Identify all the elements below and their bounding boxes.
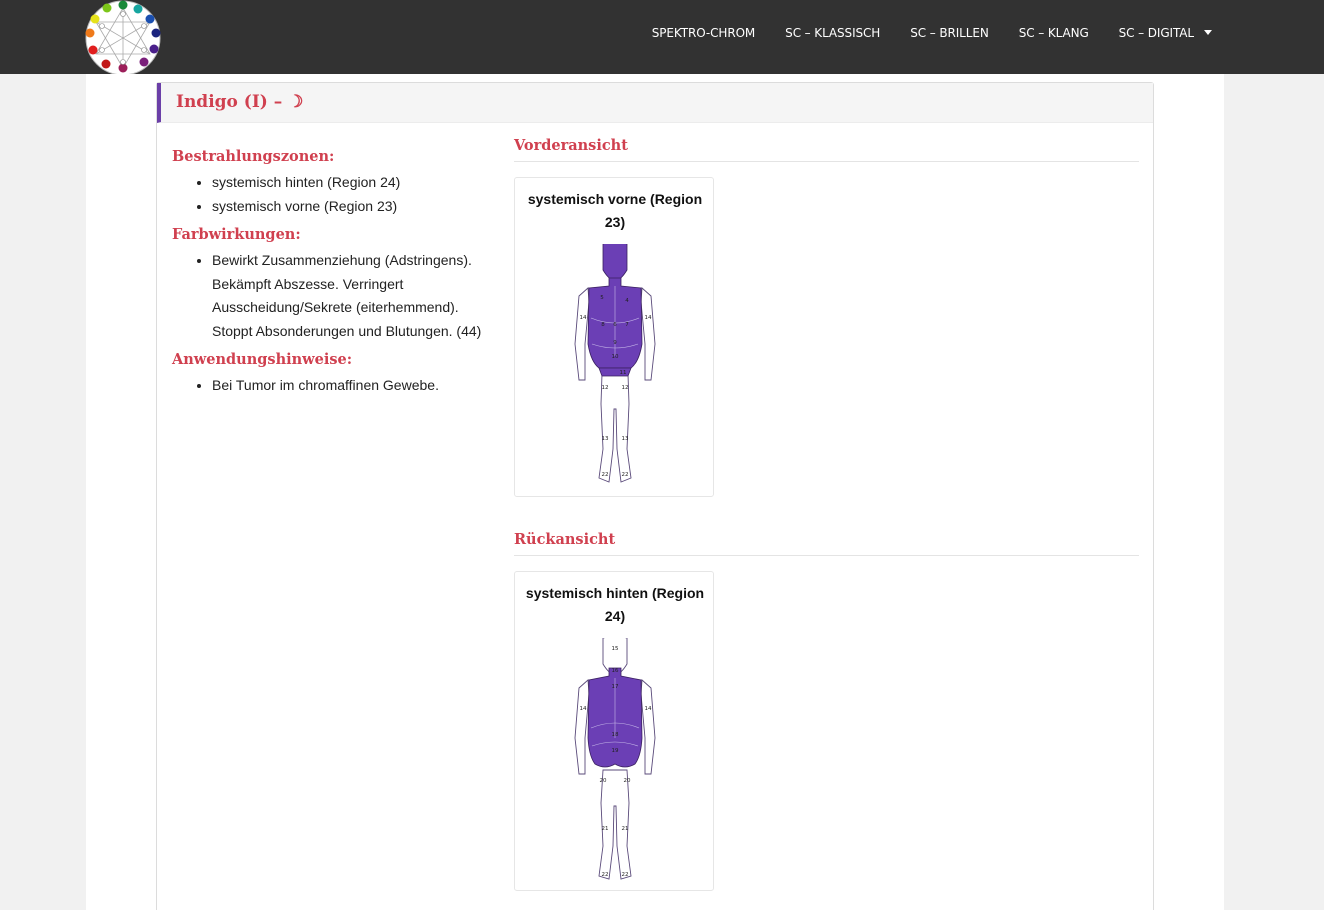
body-label: 6: [613, 322, 617, 328]
views-column: [514, 137, 1139, 891]
spacer: [514, 497, 1139, 531]
body-label: 14: [644, 315, 652, 321]
body-label: 14: [579, 315, 587, 321]
front-card-title: systemisch vorne (Region 23): [527, 191, 703, 230]
main-nav: [652, 24, 1212, 42]
nav-sc-brillen[interactable]: SC – BRILLEN: [910, 26, 989, 40]
front-view-heading: Vorderansicht: [514, 137, 628, 154]
nav-sc-digital[interactable]: [1119, 24, 1212, 42]
body-label: 20: [599, 778, 607, 784]
body-label: 21: [601, 826, 609, 832]
body-label: 21: [621, 826, 629, 832]
zones-heading: Bestrahlungszonen:: [172, 148, 335, 165]
usage-list: [212, 374, 492, 398]
body-label: 5: [600, 295, 604, 301]
front-view-header: [514, 137, 1139, 162]
body-label: 20: [623, 778, 631, 784]
body-label: 10: [611, 354, 619, 360]
zones-list: [212, 171, 492, 218]
back-card-title: systemisch hinten (Region 24): [525, 585, 705, 624]
list-item: • systemisch vorne (Region 23): [212, 195, 492, 219]
chevron-down-icon: [1204, 30, 1212, 35]
back-view-header: [514, 531, 1139, 556]
body-label: 8: [601, 322, 605, 328]
front-body-diagram: [565, 244, 665, 489]
body-label: 14: [579, 706, 587, 712]
top-navbar: [0, 0, 1324, 74]
front-view-card[interactable]: [514, 177, 714, 497]
body-label: 14: [644, 706, 652, 712]
info-column: [172, 148, 492, 406]
effects-heading: Farbwirkungen:: [172, 226, 301, 243]
body-label: 22: [621, 872, 629, 878]
usage-heading: Anwendungshinweise:: [172, 351, 353, 368]
back-body-diagram: [565, 638, 665, 883]
body-label: 19: [611, 748, 619, 754]
body-label: 13: [601, 436, 609, 442]
back-view-card[interactable]: [514, 571, 714, 891]
back-view-heading: Rückansicht: [514, 531, 616, 548]
effects-list: [212, 249, 492, 343]
panel-header: [157, 83, 1153, 123]
body-label: 22: [601, 472, 609, 478]
body-label: 12: [601, 385, 609, 391]
body-label: 15: [611, 646, 619, 652]
body-label: 18: [611, 732, 619, 738]
list-item: • Bei Tumor im chromaffinen Gewebe.: [212, 374, 492, 398]
page-content: [86, 74, 1224, 910]
color-wheel-logo[interactable]: [84, 0, 162, 76]
body-label: 22: [601, 872, 609, 878]
body-label: 16: [611, 668, 619, 674]
nav-spektro-chrom[interactable]: SPEKTRO-CHROM: [651, 26, 756, 40]
body-label: 13: [621, 436, 629, 442]
color-panel: [156, 82, 1154, 910]
body-label: 11: [619, 370, 627, 376]
nav-sc-klassisch[interactable]: SC – KLASSISCH: [785, 26, 881, 40]
body-label: 4: [625, 298, 629, 304]
body-label: 7: [625, 322, 629, 328]
body-label: 17: [611, 684, 619, 690]
list-item: • Bewirkt Zusammenziehung (Adstringens). Bekämpft Abszesse. Verringert Ausscheidung/Sekrete (eiterhemmend). Stoppt Absonderungen und Blutungen. (44): [212, 249, 492, 343]
nav-sc-digital-label: SC – DIGITAL: [1118, 26, 1194, 40]
body-label: 12: [621, 385, 629, 391]
body-label: 22: [621, 472, 629, 478]
page-title: Indigo (I) – ☽: [176, 92, 304, 112]
nav-sc-klang[interactable]: SC – KLANG: [1018, 26, 1089, 40]
body-label: 9: [613, 340, 617, 346]
list-item: • systemisch hinten (Region 24): [212, 171, 492, 195]
